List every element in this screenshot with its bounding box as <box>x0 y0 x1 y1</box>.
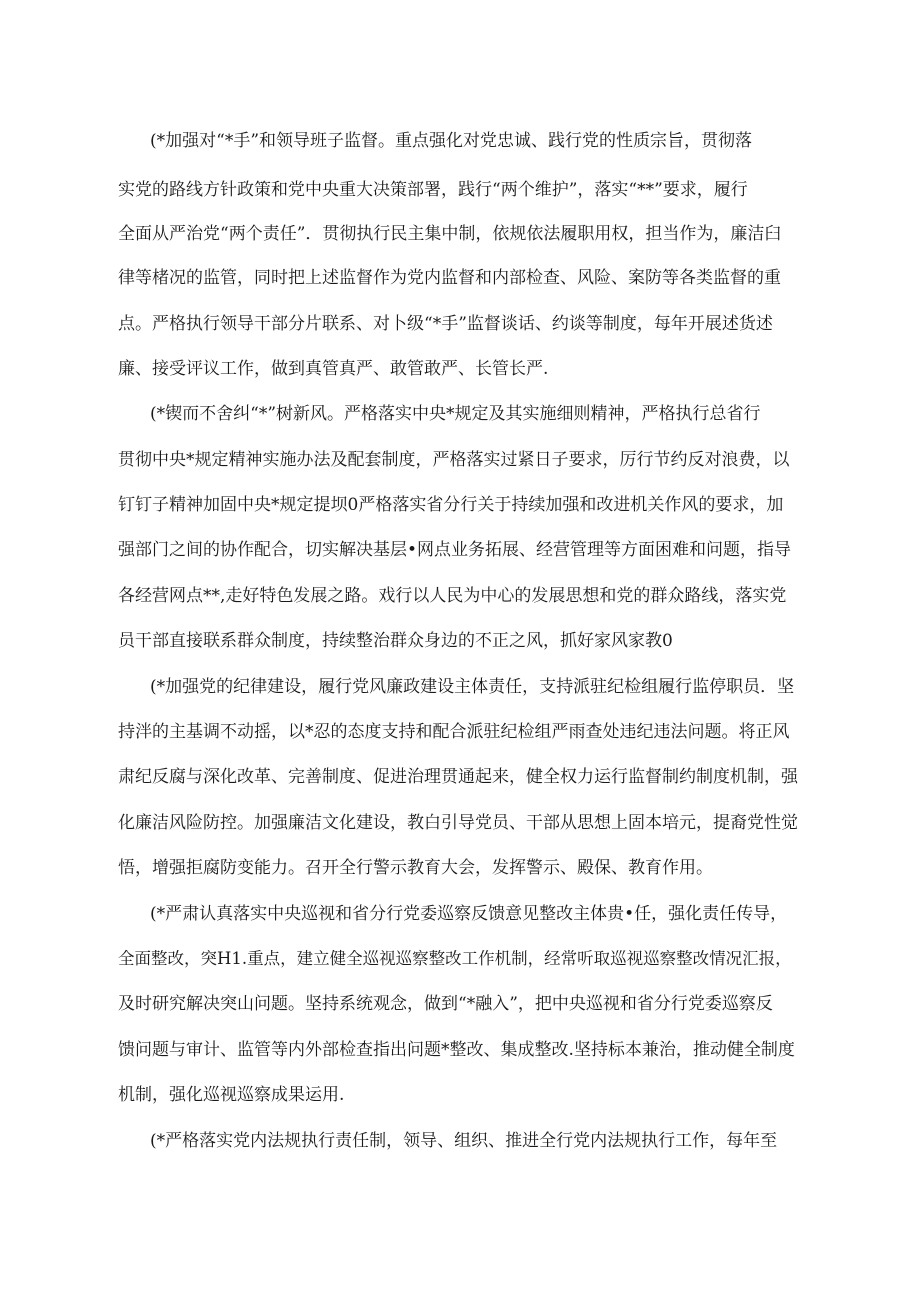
paragraph-line: 化廉洁风险防控。加强廉洁文化建设，教白引导党员、干部从思想上固本培元，提裔党性觉 <box>118 813 798 833</box>
paragraph-line: 及时研究解决突山问题。坚持系统观念，做到“*融入”，把中央巡视和省分行党委巡察反 <box>118 994 773 1014</box>
paragraph-line: 钉钉子精神加固中央*规定提坝0严格落实省分行关于持续加强和改进机关作风的要求，加 <box>118 495 784 515</box>
paragraph-line: 员干部直接联系群众制度，持续整治群众身边的不正之风，抓好家风家教0 <box>118 631 673 651</box>
paragraph-line: (*严肃认真落实中央巡视和省分行党委巡察反馈意见整改主体贵•任，强化责任传导， <box>150 904 788 924</box>
paragraph-line: 持泮的主基调不动摇，以*忍的态度支持和配合派驻纪检组严雨查处违纪违法问题。将正风 <box>118 722 790 742</box>
paragraph-line: (*锲而不舍纠“*”树新风。严格落实中央*规定及其实施细则精神，严格执行总省行 <box>150 404 761 424</box>
paragraph-line: 强部门之间的协作配合，切实解决基层•网点业务拓展、经营管理等方面困难和问题，指导 <box>118 540 792 560</box>
paragraph-line: 廉、接受评议工作，做到真管真严、敢管敢严、长管长严. <box>118 359 549 379</box>
paragraph-line: 律等楮况的监管，同时把上述监督作为党内监督和内部检查、风险、案防等各类监督的重 <box>118 268 781 288</box>
paragraph-line: 机制，强化巡视巡察成果运用. <box>118 1085 345 1105</box>
paragraph-line: 全面从严治党“两个责任”．贯彻执行民主集中制，依规依法履职用权，担当作为，廉洁臼 <box>118 224 782 244</box>
paragraph-line: (*加强党的纪律建设，履行党风廉政建设主体责任，支持派驻纪检组履行监停职员．坚 <box>150 677 795 697</box>
paragraph-line: 悟，增强拒腐防变能力。召开全行警示教育大会，发挥警示、殿保、教育作用。 <box>118 858 713 878</box>
paragraph-line: 点。严格执行领导干部分片联系、对卜级“*手”监督谈话、约谈等制度，每年开展述货述 <box>118 314 773 334</box>
paragraph-line: (*严格落实党内法规执行责任制，领导、组织、推进全行党内法规执行工作，每年至 <box>150 1131 778 1151</box>
paragraph-line: 肃纪反腐与深化改革、完善制度、促进治理贯通起来，健全权力运行监督制约制度机制，强 <box>118 767 798 787</box>
paragraph-line: 全面整改，突H1.重点，建立健全巡视巡察整改工作机制，经常听取巡视巡察整改情况汇报， <box>118 949 792 968</box>
paragraph-line: (*加强对“*手”和领导班子监督。重点强化对党忠诚、践行党的性质宗旨，贯彻落 <box>150 131 753 151</box>
paragraph-line: 各经营网点**,走好特色发展之路。戏行以人民为中心的发展思想和党的群众路线，落实党 <box>118 586 787 606</box>
paragraph-line: 实党的路线方针政策和党中央重大决策部署，践行“两个维护”，落实“**”要求，履行 <box>118 180 748 200</box>
paragraph-line: 贯彻中央*规定精神实施办法及配套制度，严格落实过紧日子要求，厉行节约反对浪费，以 <box>118 450 790 470</box>
paragraph-line: 馈问题与审计、监管等内外部检查指出问题*整改、集成整改.坚持标本兼治，推动健全制度 <box>118 1040 795 1060</box>
